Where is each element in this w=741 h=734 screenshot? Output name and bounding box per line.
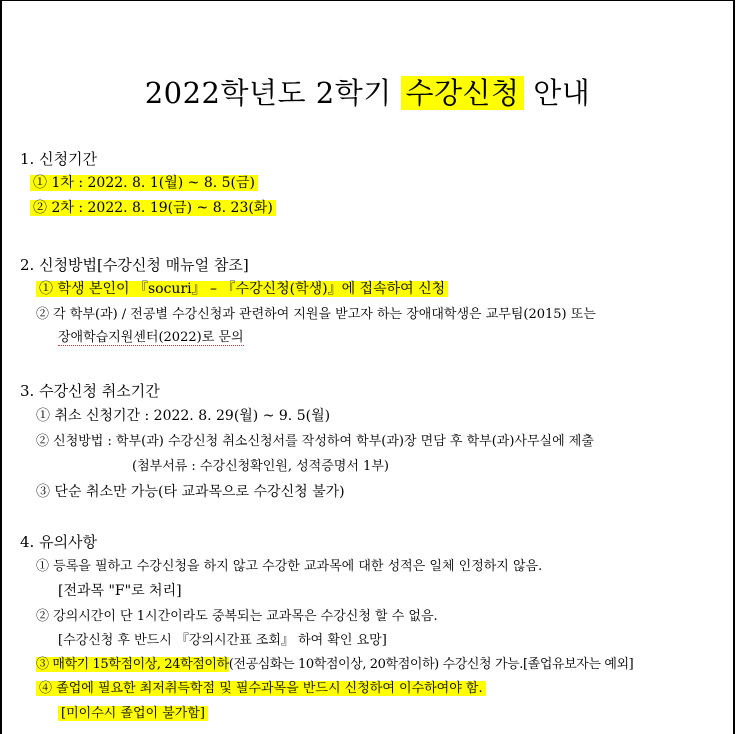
section-4-item-1-line-1: ① 등록을 필하고 수강신청을 하지 않고 수강한 교과목에 대한 성적은 일체 인정하지 않음. xyxy=(36,559,543,574)
section-2-heading: 2. 신청방법[수강신청 매뉴얼 참조] xyxy=(20,256,249,274)
section-4-item-3-highlight: ③ 매학기 15학점이상, 24학점이하 xyxy=(36,657,229,672)
section-4-heading: 4. 유의사항 xyxy=(20,533,98,551)
document-title xyxy=(2,75,733,111)
section-2-item-1: ① 학생 본인이 『socuri』 – 『수강신청(학생)』에 접속하여 신청 xyxy=(36,279,448,299)
section-3-item-1: ① 취소 신청기간 : 2022. 8. 29(월) ~ 9. 5(월) xyxy=(36,408,331,424)
section-2-item-2-line-2: 장애학습지원센터(2022)로 문의 xyxy=(58,330,244,345)
section-4-item-4-line-1: ④ 졸업에 필요한 최저취득학점 및 필수과목을 반드시 신청하여 이수하여야 함. xyxy=(36,679,486,699)
section-4-item-2-line-1: ② 강의시간이 단 1시간이라도 중복되는 교과목은 수강신청 할 수 없음. xyxy=(36,609,438,624)
section-4-item-4-line-2: [미이수시 졸업이 불가함] xyxy=(58,704,208,724)
section-3-item-2-line-1: ② 신청방법 : 학부(과) 수강신청 취소신청서를 작성하여 학부(과)장 면담 후 학부(과)사무실에 제출 xyxy=(36,434,594,449)
section-1-item-1: ① 1차 : 2022. 8. 1(월) ~ 8. 5(금) xyxy=(30,173,258,193)
section-4-item-2-line-2: [수강신청 후 반드시 『강의시간표 조회』 하여 확인 요망] xyxy=(58,633,387,648)
section-3-item-3: ③ 단순 취소만 가능(타 교과목으로 수강신청 불가) xyxy=(36,484,345,500)
section-4-item-1-line-2: [전과목 "F"로 처리] xyxy=(58,583,182,599)
title-highlight: 수강신청 xyxy=(401,76,523,110)
section-3-item-2-line-2: (첨부서류 : 수강신청확인원, 성적증명서 1부) xyxy=(132,459,389,474)
section-1-heading: 1. 신청기간 xyxy=(20,150,98,168)
title-pre: 2022학년도 2학기 xyxy=(144,76,402,110)
section-2-item-2-line-1: ② 각 학부(과) / 전공별 수강신청과 관련하여 지원을 받고자 하는 장애대학생은 교무팀(2015) 또는 xyxy=(36,307,596,322)
title-post: 안내 xyxy=(523,76,591,110)
section-1-item-2: ② 2차 : 2022. 8. 19(금) ~ 8. 23(화) xyxy=(30,198,276,218)
section-4-item-3-rest: (전공심화는 10학점이상, 20학점이하) 수강신청 가능.[졸업유보자는 예외] xyxy=(228,657,634,672)
section-3-heading: 3. 수강신청 취소기간 xyxy=(20,382,160,400)
section-4-item-3 xyxy=(36,655,633,675)
